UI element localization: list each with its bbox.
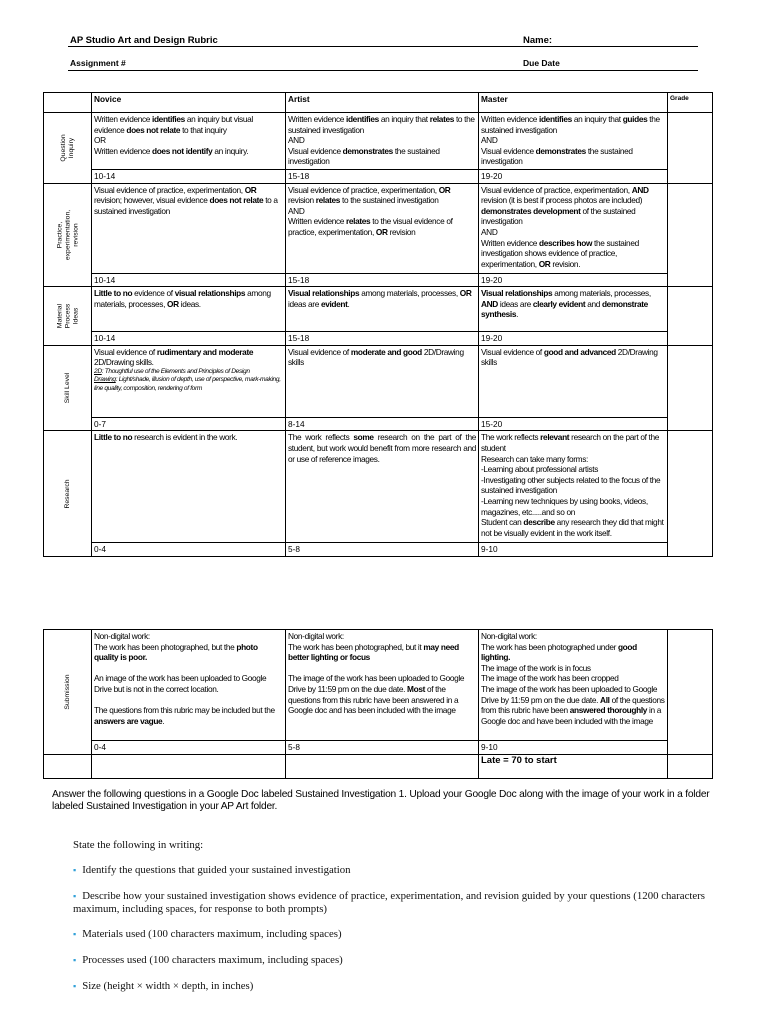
- cell-material-artist: Visual relationships among materials, processes, OR ideas are evident.: [286, 287, 479, 332]
- late-row-grade[interactable]: [668, 754, 713, 778]
- bullet-item: [73, 980, 713, 993]
- score-novice: 10-14: [92, 273, 286, 287]
- bullet-icon: ▪: [73, 891, 77, 901]
- cell-practice-master: Visual evidence of practice, experimentation, AND revision (it is best if process photos are included) demonstrates development of the sustained investigation AND Written evidence describes how the sustained investigation shows evidence of practice, experimentation, OR revision.: [479, 183, 668, 273]
- rubric-table: [43, 92, 713, 557]
- score-row-material: [44, 332, 713, 346]
- score-master: 19-20: [479, 170, 668, 184]
- note-drawing-text: : Light/shade, illusion of depth, use of perspective, mark-making, line quality, composition, rendering of form: [94, 376, 281, 392]
- corner-cell: [44, 93, 92, 113]
- bullet-text: Describe how your sustained investigation shows evidence of practice, experimentation, and revision guided by your questions (1200 characters maximum, including spaces, for response to both prompts): [73, 890, 705, 915]
- cell-question-novice: Written evidence identifies an inquiry but visual evidence does not relate to that inquiry OR Written evidence does not identify an inquiry.: [92, 113, 286, 170]
- row-label-research: [44, 431, 92, 557]
- cell-research-novice: Little to no research is evident in the work.: [92, 431, 286, 543]
- cell-question-artist: Written evidence identifies an inquiry that relates to the sustained investigation AND Visual evidence demonstrates the sustained investigation: [286, 113, 479, 170]
- score-artist: 15-18: [286, 170, 479, 184]
- name-label: Name:: [523, 35, 553, 46]
- grade-cell-question[interactable]: [668, 113, 713, 184]
- bullet-text: Identify the questions that guided your sustained investigation: [82, 864, 351, 876]
- late-row-blank: [44, 754, 92, 778]
- bullet-item: [73, 928, 713, 941]
- bullet-icon: ▪: [73, 981, 77, 991]
- cell-material-master: Visual relationships among materials, processes, AND ideas are clearly evident and demonstrate synthesis.: [479, 287, 668, 332]
- rubric-title: AP Studio Art and Design Rubric: [70, 35, 218, 46]
- bullet-item: [73, 954, 713, 967]
- score-row-submission: [44, 741, 713, 755]
- row-label-submission: [44, 630, 92, 755]
- bullet-icon: ▪: [73, 865, 77, 875]
- row-label-skill: [44, 345, 92, 431]
- late-row: [44, 754, 713, 778]
- row-label-material: [44, 287, 92, 346]
- cell-question-master: Written evidence identifies an inquiry that guides the sustained investigation AND Visual evidence demonstrates the sustained investigation: [479, 113, 668, 170]
- score-artist: 15-18: [286, 332, 479, 346]
- score-master: 19-20: [479, 273, 668, 287]
- due-date-underline: [68, 70, 698, 71]
- row-label-text: Material Process Ideas: [55, 303, 79, 329]
- col-header-artist: Artist: [286, 93, 479, 113]
- score-master: 19-20: [479, 332, 668, 346]
- cell-practice-novice: Visual evidence of practice, experimentation, OR revision; however, visual evidence does not relate to a sustained investigation: [92, 183, 286, 273]
- cell-submission-artist: Non-digital work: The work has been photographed, but it may need better lighting or focus The image of the work has been uploaded to Google Drive by 11:59 pm on the due date. Most of the questions from this rubric have been answered in a Google doc and has been included with the image: [286, 630, 479, 741]
- grade-cell-research[interactable]: [668, 431, 713, 557]
- score-master: 15-20: [479, 417, 668, 431]
- row-question: [44, 113, 713, 170]
- grade-cell-skill[interactable]: [668, 345, 713, 431]
- bullet-text: Processes used (100 characters maximum, including spaces): [82, 954, 343, 966]
- cell-skill-master: Visual evidence of good and advanced 2D/Drawing skills: [479, 345, 668, 417]
- bullet-item: [73, 864, 713, 877]
- row-label-practice: [44, 183, 92, 287]
- row-research: [44, 431, 713, 543]
- cell-practice-artist: Visual evidence of practice, experimentation, OR revision relates to the sustained investigation AND Written evidence relates to the visual evidence of practice, experimentation, OR revision: [286, 183, 479, 273]
- score-artist: 5-8: [286, 543, 479, 557]
- row-submission: [44, 630, 713, 741]
- grade-cell-practice[interactable]: [668, 183, 713, 287]
- grade-cell-submission[interactable]: [668, 630, 713, 755]
- skill-novice-main: Visual evidence of rudimentary and moderate 2D/Drawing skills.: [94, 346, 254, 368]
- note-2d-label: 2D: [94, 367, 102, 375]
- row-label-text: Skill Level: [63, 372, 71, 404]
- bullet-text: Size (height × width × depth, in inches): [82, 980, 254, 992]
- late-policy: Late = 70 to start: [479, 754, 668, 778]
- score-novice: 10-14: [92, 332, 286, 346]
- score-novice: 0-4: [92, 543, 286, 557]
- score-novice: 10-14: [92, 170, 286, 184]
- row-label-question: [44, 113, 92, 184]
- row-material: [44, 287, 713, 332]
- cell-material-novice: Little to no evidence of visual relationships among materials, processes, OR ideas.: [92, 287, 286, 332]
- row-practice: [44, 183, 713, 273]
- row-label-text: Research: [63, 479, 71, 509]
- row-skill: [44, 345, 713, 417]
- bullet-icon: ▪: [73, 929, 77, 939]
- state-intro: State the following in writing:: [73, 839, 204, 851]
- score-artist: 15-18: [286, 273, 479, 287]
- cell-submission-master: Non-digital work: The work has been photographed under good lighting. The image of the work is in focus The image of the work has been cropped The image of the work has been uploaded to Google Drive by 11:59 pm on the due date. All of the questions from this rubric have been answered thoroughly in a Google doc and have been included with the image: [479, 630, 668, 741]
- score-novice: 0-4: [92, 741, 286, 755]
- score-row-question: [44, 170, 713, 184]
- score-row-practice: [44, 273, 713, 287]
- bullet-icon: ▪: [73, 955, 77, 965]
- bullet-text: Materials used (100 characters maximum, including spaces): [82, 928, 342, 940]
- score-artist: 5-8: [286, 741, 479, 755]
- row-label-text: Question Inquiry: [59, 134, 75, 162]
- late-row-blank: [286, 754, 479, 778]
- skill-note-drawing: [94, 376, 283, 393]
- row-label-text: Practice, experimentation, revision: [55, 209, 79, 261]
- note-drawing-label: Drawing: [94, 376, 116, 384]
- note-2d-text: : Thoughtful use of the Elements and Principles of Design: [101, 367, 250, 375]
- row-label-text: Submission: [63, 674, 71, 710]
- late-row-blank: [92, 754, 286, 778]
- score-row-research: [44, 543, 713, 557]
- col-header-grade: Grade: [668, 93, 713, 113]
- bullet-item: [73, 890, 713, 916]
- cell-skill-artist: Visual evidence of moderate and good 2D/Drawing skills: [286, 345, 479, 417]
- score-artist: 8-14: [286, 417, 479, 431]
- column-header-row: [44, 93, 713, 113]
- col-header-master: Master: [479, 93, 668, 113]
- assignment-label: Assignment #: [70, 58, 126, 68]
- score-master: 9-10: [479, 741, 668, 755]
- grade-cell-material[interactable]: [668, 287, 713, 346]
- instructions-text: Answer the following questions in a Google Doc labeled Sustained Investigation 1. Upload your Google Doc along with the image of your work in a folder labeled Sustained Investigation in your AP Art folder.: [52, 789, 710, 812]
- skill-note-2d: [94, 368, 283, 376]
- due-date-label: Due Date: [523, 58, 560, 68]
- name-underline: [68, 46, 698, 47]
- cell-research-master: The work reflects relevant research on the part of the student Research can take many forms: -Learning about professional artists -Investigating other subjects related to the focus of the sustained investigation -Learning new techniques by using books, videos, magazines, etc.....and so on Student can describe any research they did that might not be visually evident in the work itself.: [479, 431, 668, 543]
- score-novice: 0-7: [92, 417, 286, 431]
- score-master: 9-10: [479, 543, 668, 557]
- col-header-novice: Novice: [92, 93, 286, 113]
- cell-submission-novice: Non-digital work: The work has been photographed, but the photo quality is poor. An image of the work has been uploaded to Google Drive but is not in the correct location. The questions from this rubric may be included but the answers are vague.: [92, 630, 286, 741]
- cell-research-artist: The work reflects some research on the part of the student, but work would benefit from more research and or use of reference images.: [286, 431, 479, 543]
- cell-skill-novice: [92, 345, 286, 417]
- submission-table: [43, 629, 713, 779]
- score-row-skill: [44, 417, 713, 431]
